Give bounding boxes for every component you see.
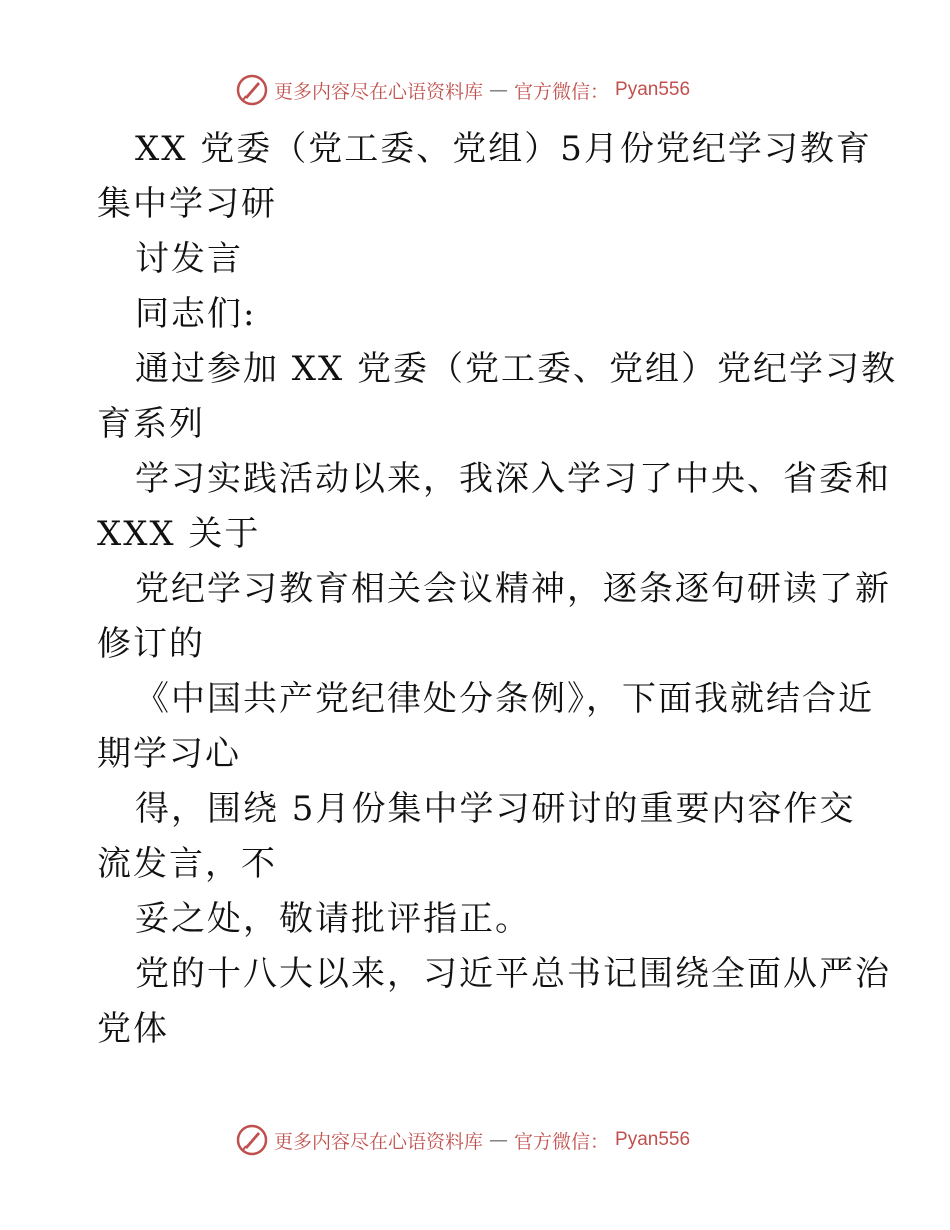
text-line: 学习实践活动以来，我深入学习了中央、省委和 [135,459,891,499]
watermark-separator: — [489,79,509,101]
watermark-wechat-label: 官方微信： [514,1130,610,1153]
watermark-wechat-id: Pyan556 [615,1129,691,1150]
text-line: 育系列 [97,404,205,444]
text-line: 期学习心 [97,734,241,774]
watermark-wechat-label: 官方微信： [514,80,610,103]
quill-logo-icon [236,1124,268,1156]
document-body [97,122,898,1057]
text-line: XX 党委（党工委、党组）5月份党纪学习教育 [135,129,872,169]
watermark-text: 更多内容尽在心语资料库 [274,1130,484,1153]
text-line: 《中国共产党纪律处分条例》，下面我就结合近 [135,679,874,719]
text-line: 集中学习研 [97,184,277,224]
text-line: 党的十八大以来，习近平总书记围绕全面从严治 [135,954,891,994]
watermark-separator: — [489,1129,509,1151]
text-line: 党体 [97,1009,169,1049]
text-line: 通过参加 XX 党委（党工委、党组）党纪学习教 [135,349,898,389]
quill-logo-icon [236,74,268,106]
text-line: XXX 关于 [97,514,261,554]
text-line: 流发言，不 [97,844,277,884]
text-line: 得，围绕 5月份集中学习研讨的重要内容作交 [135,789,856,829]
watermark-wechat-id: Pyan556 [615,79,691,100]
header-watermark [236,72,756,108]
text-line: 妥之处，敬请批评指正。 [135,899,531,939]
watermark-text: 更多内容尽在心语资料库 [274,80,484,103]
text-line: 修订的 [97,624,205,664]
text-line: 讨发言 [135,239,243,279]
footer-watermark [236,1122,756,1158]
text-line: 党纪学习教育相关会议精神，逐条逐句研读了新 [135,569,891,609]
text-line: 同志们: [135,294,257,334]
